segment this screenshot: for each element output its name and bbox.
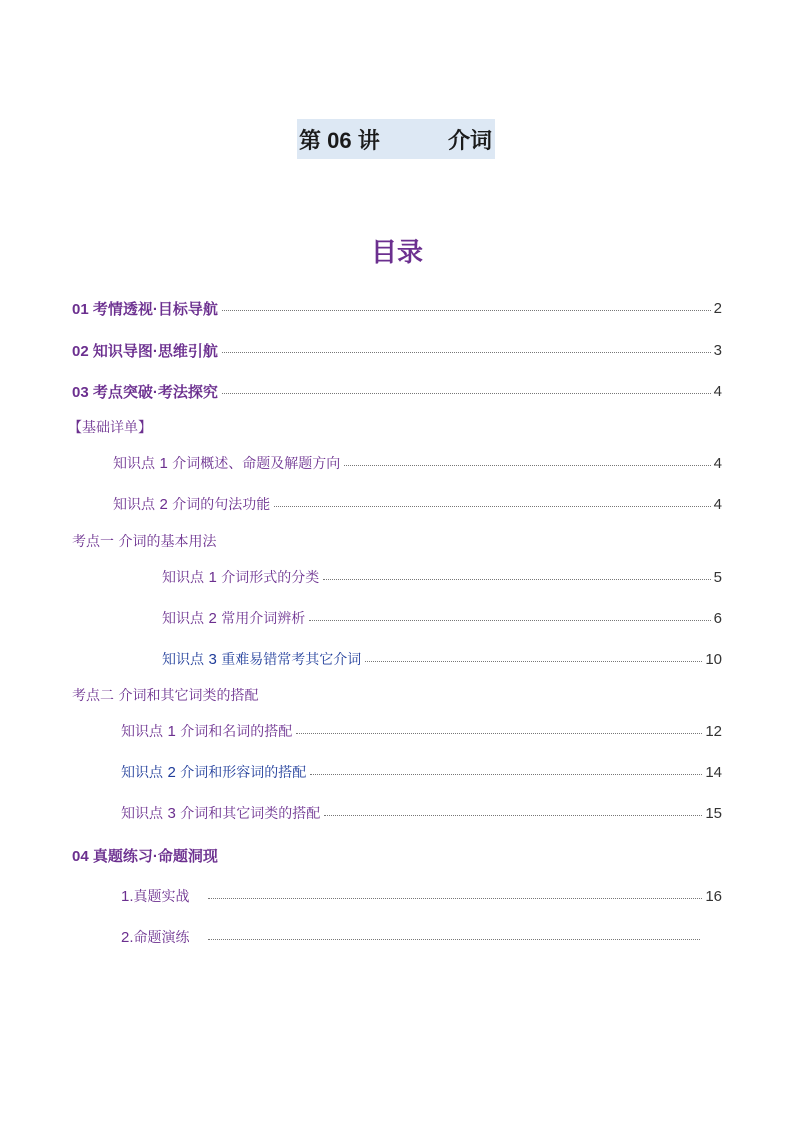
toc-entry-label: 1.真题实战 (121, 888, 190, 905)
dot-leader (310, 774, 702, 775)
toc-entry-label: 知识点 1 介词形式的分类 (162, 569, 320, 586)
toc-page-number: 2 (713, 299, 722, 317)
dot-leader (296, 733, 702, 734)
toc-page-number: 14 (705, 763, 722, 781)
toc-entry-label: 02 知识导图·思维引航 (72, 342, 218, 360)
toc-entry-k2-2[interactable] (121, 761, 722, 783)
dot-leader (222, 393, 711, 394)
toc-entry-label: 01 考情透视·目标导航 (72, 300, 218, 318)
toc-entry-label: 知识点 2 介词和形容词的搭配 (121, 764, 307, 781)
toc-heading: 目录 (370, 238, 423, 268)
dot-leader (309, 620, 710, 621)
toc-page-number: 12 (705, 722, 722, 740)
exam-point-2[interactable]: 考点二 介词和其它词类的搭配 (72, 688, 259, 704)
lecture-number: 第 06 讲 (299, 128, 380, 153)
dot-leader (208, 898, 703, 899)
section-basic-details[interactable]: 【基础详单】 (68, 420, 152, 436)
toc-page-number: 3 (713, 341, 722, 359)
toc-page-number: 4 (713, 382, 722, 400)
toc-entry-k2-1[interactable] (121, 720, 722, 742)
toc-entry-01[interactable] (72, 297, 722, 319)
toc-entry-k2-3[interactable] (121, 802, 722, 824)
dot-leader (222, 352, 711, 353)
toc-page-number: 16 (705, 887, 722, 905)
toc-entry-practice-2[interactable] (121, 926, 703, 948)
toc-entry-03[interactable] (72, 380, 722, 402)
dot-leader (324, 815, 702, 816)
toc-page-number: 4 (713, 495, 722, 513)
dot-leader (365, 661, 702, 662)
toc-entry-k1-1[interactable] (162, 566, 722, 588)
toc-entry-02[interactable] (72, 339, 722, 361)
dot-leader (344, 465, 710, 466)
dot-leader (222, 310, 711, 311)
toc-entry-label: 2.命题演练 (121, 929, 190, 946)
toc-page-number: 6 (713, 609, 722, 627)
toc-page-number: 15 (705, 804, 722, 822)
toc-page-number: 4 (713, 454, 722, 472)
toc-entry-label: 知识点 2 常用介词辨析 (162, 610, 306, 627)
toc-entry-label: 知识点 3 介词和其它词类的搭配 (121, 805, 321, 822)
toc-entry-label: 知识点 1 介词和名词的搭配 (121, 723, 293, 740)
toc-entry-k1-3[interactable] (162, 648, 722, 670)
toc-entry-practice-1[interactable] (121, 885, 722, 907)
lecture-topic: 介词 (448, 128, 493, 153)
toc-entry-label: 知识点 1 介词概述、命题及解题方向 (113, 455, 341, 472)
toc-entry-label: 03 考点突破·考法探究 (72, 383, 218, 401)
dot-leader (323, 579, 710, 580)
exam-point-1[interactable]: 考点一 介词的基本用法 (72, 534, 217, 550)
dot-leader (208, 939, 700, 940)
toc-entry-basic-1[interactable] (113, 452, 722, 474)
toc-entry-label: 知识点 3 重难易错常考其它介词 (162, 651, 362, 668)
toc-page-number: 5 (713, 568, 722, 586)
toc-entry-label: 知识点 2 介词的句法功能 (113, 496, 271, 513)
toc-entry-basic-2[interactable] (113, 493, 722, 515)
toc-entry-k1-2[interactable] (162, 607, 722, 629)
toc-entry-04[interactable]: 04 真题练习·命题洞现 (72, 848, 218, 865)
toc-page-number: 10 (705, 650, 722, 668)
dot-leader (274, 506, 710, 507)
